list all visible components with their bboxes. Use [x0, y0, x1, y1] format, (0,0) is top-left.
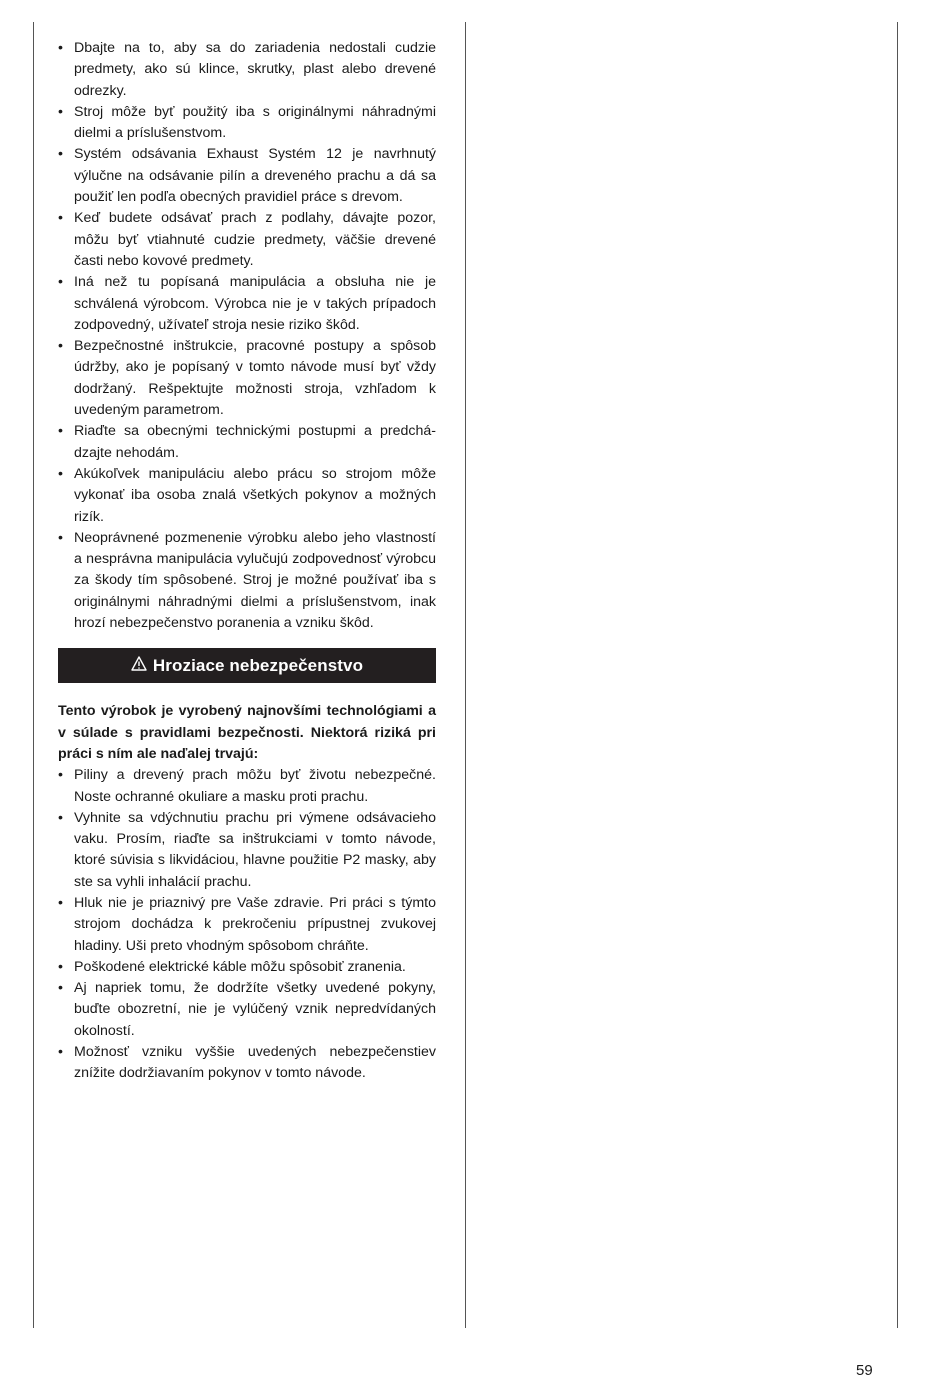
list-item: • Vyhnite sa vdýchnutiu prachu pri výmene odsávacieho vaku. Prosím, riaďte sa inštrukciami v tomto návode, ktoré súvisia s likvidáciou, hlavne použitie P2 masky, aby ste sa vyhli inhalácií prachu. — [58, 808, 436, 893]
list-item: • Akúkoľvek manipuláciu alebo prácu so strojom môže vykonať iba osoba znalá všetkých pokynov a možných rizík. — [58, 464, 436, 528]
list-item: • Neoprávnené pozmenenie výrobku alebo jeho vlastností a nesprávna manipulácia vylučujú zodpovednosť výrobcu za škody tím spôsobené. Stroj je možné používať iba s originálnymi náhradnými dielmi a príslušenstvom, inak hrozí nebezpečenstvo poranenia a vzniku škôd. — [58, 528, 436, 634]
safety-list — [58, 38, 436, 634]
list-item: • Možnosť vzniku vyššie uvedených nebezpečenstiev znížite dodržiavaním pokynov v tomto návode. — [58, 1042, 436, 1085]
warning-heading — [58, 648, 436, 683]
list-item: • Poškodené elektrické káble môžu spôsobiť zranenia. — [58, 957, 436, 978]
left-margin-rule — [33, 22, 34, 1328]
list-item: • Aj napriek tomu, že dodržíte všetky uvedené pokyny, buďte obozretní, nie je vylúčený vznik nepredvídaných okolností. — [58, 978, 436, 1042]
list-item: • Dbajte na to, aby sa do zariadenia nedostali cudzie predmety, ako sú klince, skrutky, plast alebo drevené odrezky. — [58, 38, 436, 102]
list-item: • Piliny a drevený prach môžu byť životu nebezpečné. Noste ochranné okuliare a masku proti prachu. — [58, 765, 436, 808]
list-item: • Hluk nie je priaznivý pre Vaše zdravie. Pri práci s týmto strojom dochádza k prekročeniu prípustnej zvukovej hladiny. Uši preto vhodným spôsobom chráňte. — [58, 893, 436, 957]
warning-triangle-icon — [131, 655, 147, 676]
list-item: • Bezpečnostné inštrukcie, pracovné postupy a spôsob údržby, ako je popísaný v tomto návode musí byť vždy dodržaný. Rešpektujte možnosti stroja, vzhľadom k uvedeným parametrom. — [58, 336, 436, 421]
list-item: • Iná než tu popísaná manipulácia a obsluha nie je schválená výrobcom. Výrobca nie je v takých prípadoch zodpovedný, užívateľ stroja nesie riziko škôd. — [58, 272, 436, 336]
risk-list — [58, 765, 436, 1084]
left-column — [58, 38, 436, 1085]
risk-intro: Tento výrobok je vyrobený najnovšími technológiami a v súlade s pravidlami bezpečnosti. Niektorá riziká pri práci s ním ale naďalej trvajú: — [58, 703, 436, 762]
list-item: • Keď budete odsávať prach z podlahy, dávajte pozor, môžu byť vtiahnuté cudzie predmety, väčšie drevené časti nebo kovové predmety. — [58, 208, 436, 272]
warning-title: Hroziace nebezpečenstvo — [152, 656, 364, 676]
list-item: • Systém odsávania Exhaust Systém 12 je navrhnutý výlučne na odsávanie pilín a dreveného prachu a dá sa použiť len podľa obecných pravidiel práce s drevom. — [58, 144, 436, 208]
list-item: • Riaďte sa obecnými technickými postupmi a predchádzajte nehodám. — [58, 421, 436, 464]
list-item: • Stroj môže byť použitý iba s originálnymi náhradnými dielmi a príslušenstvom. — [58, 102, 436, 145]
page-number: 59 — [856, 1362, 873, 1379]
column-divider — [465, 22, 466, 1328]
right-margin-rule — [897, 22, 898, 1328]
